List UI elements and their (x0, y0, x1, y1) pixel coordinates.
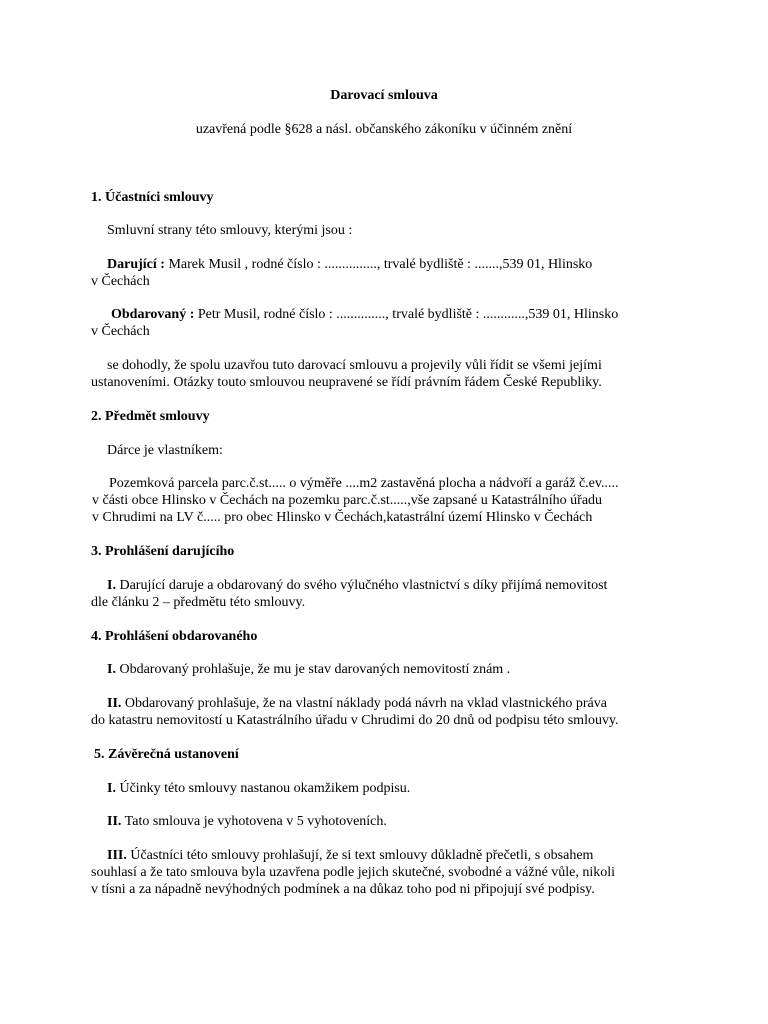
recipient-details: Petr Musil, rodné číslo : .............., trvalé bydliště : ............,539 01, Hlinsko (194, 307, 619, 322)
property-line-1: Pozemková parcela parc.č.st..... o výměře ....m2 zastavěná plocha a nádvoří a garáž č.ev..... (109, 476, 619, 491)
donor-label: Darující : (107, 257, 165, 272)
section-4-heading: 4. Prohlášení obdarovaného (91, 629, 258, 644)
section-3-heading: 3. Prohlášení darujícího (91, 544, 235, 559)
property-line-3: v Chrudimi na LV č..... pro obec Hlinsko v Čechách,katastrální území Hlinsko v Čechách (92, 510, 593, 525)
donor-details-cont: v Čechách (91, 274, 150, 289)
parties-intro: Smluvní strany této smlouvy, kterými jsou : (107, 223, 353, 238)
final-provision-3-line-2: souhlasí a že tato smlouva byla uzavřena podle jejich skutečné, svobodné a vážné vůle, nikoli (91, 865, 616, 880)
recipient-paragraph (91, 306, 681, 340)
recipient-label: Obdarovaný : (111, 307, 195, 322)
recipient-declaration-2-line-2: do katastru nemovitostí u Katastrálního úřadu v Chrudimi do 20 dnů od podpisu této smlouvy. (91, 713, 619, 728)
donor-declaration-line-1: Darující daruje a obdarovaný do svého výlučného vlastnictví s díky přijímá nemovitost (115, 578, 608, 593)
agreement-line-2: ustanoveními. Otázky touto smlouvou neupravené se řídí právním řádem České Republiky. (91, 375, 602, 390)
recipient-declaration-2-line-1: Obdarovaný prohlašuje, že na vlastní náklady podá návrh na vklad vlastnického práva (121, 696, 607, 711)
agreement-line-1: se dohodly, že spolu uzavřou tuto darovací smlouvu a projevily vůli řídit se všemi jejími (107, 358, 602, 373)
final-provision-3-line-1: Účastníci této smlouvy prohlašují, že si text smlouvy důkladně přečetli, s obsahem (126, 848, 594, 863)
item-number: II. (107, 696, 122, 711)
agreement-paragraph (91, 357, 681, 391)
recipient-declaration-1-text: Obdarovaný prohlašuje, že mu je stav darovaných nemovitostí znám . (115, 662, 511, 677)
final-provision-2 (91, 813, 681, 830)
recipient-details-cont: v Čechách (91, 324, 150, 339)
recipient-declaration-1 (91, 661, 681, 678)
final-provision-3 (91, 847, 681, 898)
recipient-declaration-2 (91, 695, 681, 729)
item-number: I. (107, 781, 116, 796)
item-number: II. (107, 814, 122, 829)
section-2-heading: 2. Předmět smlouvy (91, 409, 210, 424)
final-provision-1-text: Účinky této smlouvy nastanou okamžikem podpisu. (115, 781, 411, 796)
final-provision-2-text: Tato smlouva je vyhotovena v 5 vyhotoveních. (121, 814, 387, 829)
property-line-2: v části obce Hlinsko v Čechách na pozemku parc.č.st.....,vše zapsané u Katastrálního úřadu (92, 493, 603, 508)
item-number: I. (107, 578, 116, 593)
donor-paragraph (91, 256, 681, 290)
donor-details: Marek Musil , rodné číslo : ..............., trvalé bydliště : .......,539 01, Hlinsko (164, 257, 593, 272)
document-subtitle: uzavřená podle §628 a násl. občanského zákoníku v účinném znění (195, 122, 573, 137)
owner-intro: Dárce je vlastníkem: (107, 443, 223, 458)
item-number: III. (107, 848, 127, 863)
document-title: Darovací smlouva (330, 88, 438, 103)
final-provision-3-line-3: v tísni a za nápadně nevýhodných podmínek a na důkaz toho pod ni připojují své podpisy. (91, 882, 595, 897)
donor-declaration-line-2: dle článku 2 – předmětu této smlouvy. (91, 595, 306, 610)
property-paragraph (91, 475, 681, 526)
section-1-heading: 1. Účastníci smlouvy (91, 190, 214, 205)
section-5-heading: 5. Závěrečná ustanovení (94, 747, 239, 762)
item-number: I. (107, 662, 116, 677)
donor-declaration (91, 577, 681, 611)
final-provision-1 (91, 780, 681, 797)
